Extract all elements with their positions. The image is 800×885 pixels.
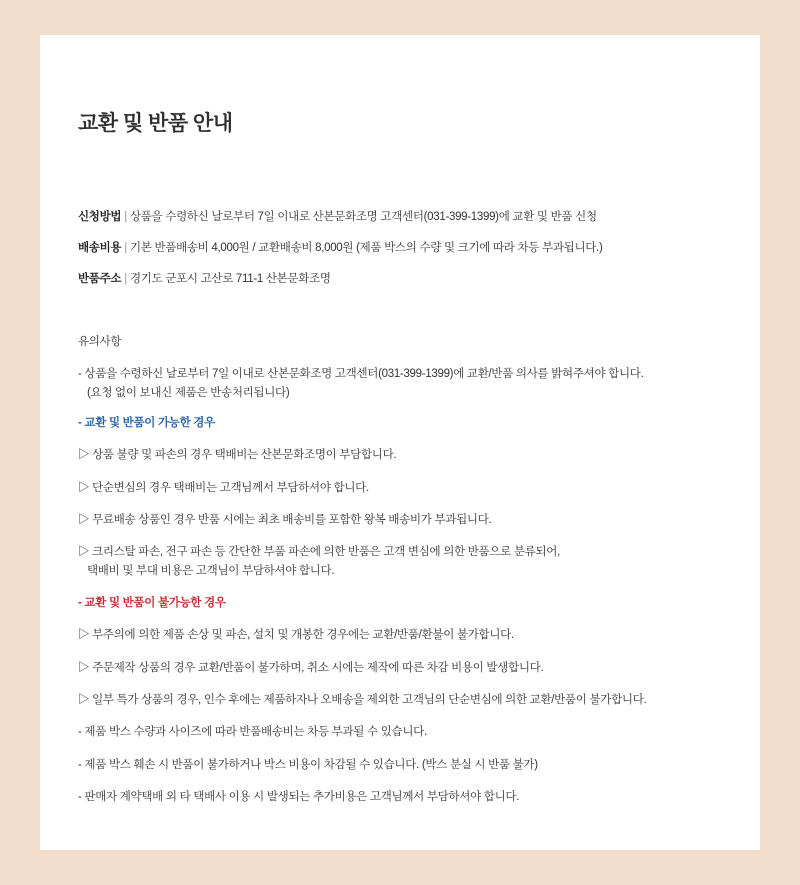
list-item (78, 756, 728, 774)
list-item-line-1: ▷ 부주의에 의한 제품 손상 및 파손, 설치 및 개봉한 경우에는 교환/반품/환불이 불가합니다. (78, 629, 514, 642)
list-item (78, 659, 728, 677)
summary-row (78, 240, 728, 258)
summary-block (78, 209, 728, 288)
list-item-line-2: 택배비 및 부대 비용은 고객님이 부담하셔야 합니다. (87, 564, 335, 577)
summary-separator: | (124, 272, 127, 285)
list-item-line-1: ▷ 일부 특가 상품의 경우, 인수 후에는 제품하자나 오배송을 제외한 고객님의 단순변심에 의한 교환/반품이 불가합니다. (78, 693, 647, 706)
summary-label: 신청방법 (78, 211, 122, 223)
summary-separator: | (124, 241, 127, 254)
intro-note-line-1: - 상품을 수령하신 날로부터 7일 이내로 산본문화조명 고객센터(031-399-1399)에 교환/반품 의사를 밝혀주셔야 합니다. (78, 368, 644, 381)
summary-text: 상품을 수령하신 날로부터 7일 이내로 산본문화조명 고객센터(031-399-1399)에 교환 및 반품 신청 (129, 211, 597, 223)
list-item (78, 723, 728, 741)
summary-row (78, 271, 728, 289)
notes-block (78, 333, 728, 806)
summary-label: 배송비용 (78, 241, 122, 254)
summary-row (78, 209, 728, 227)
list-item-line-1: ▷ 무료배송 상품인 경우 반품 시에는 최초 배송비를 포함한 왕복 배송비가 부과됩니다. (78, 514, 492, 526)
summary-label: 반품주소 (78, 272, 122, 285)
list-item-line-1: ▷ 주문제작 상품의 경우 교환/반품이 불가하며, 취소 시에는 제작에 따른 차감 비용이 발생합니다. (78, 661, 544, 674)
list-item (78, 479, 728, 497)
list-item-line-1: ▷ 단순변심의 경우 택배비는 고객님께서 부담하셔야 합니다. (78, 481, 369, 494)
list-item (78, 691, 728, 709)
list-item (78, 511, 728, 529)
list-item (78, 788, 728, 806)
section-heading-returnable: - 교환 및 반품이 가능한 경우 (78, 417, 215, 430)
page-title: 교환 및 반품 안내 (78, 112, 233, 135)
list-item (78, 626, 728, 644)
intro-note-line-2: (요청 없이 보내신 제품은 반송처리됩니다) (87, 386, 290, 399)
list-item (78, 446, 728, 464)
list-item-line-1: - 제품 박스 수량과 사이즈에 따라 반품배송비는 차등 부과될 수 있습니다. (78, 726, 427, 739)
document-content (78, 35, 728, 821)
notes-heading: 유의사항 (78, 336, 122, 349)
list-item-line-1: ▷ 크리스탈 파손, 전구 파손 등 간단한 부품 파손에 의한 반품은 고객 변심에 의한 반품으로 분류되어, (78, 546, 560, 559)
document-page (40, 35, 760, 850)
summary-separator: | (124, 211, 127, 223)
list-item (78, 543, 728, 580)
list-item-line-1: - 판매자 계약택배 외 타 택배사 이용 시 발생되는 추가비용은 고객님께서 부담하셔야 합니다. (78, 791, 520, 804)
summary-text: 기본 반품배송비 4,000원 / 교환배송비 8,000원 (제품 박스의 수량 및 크기에 따라 차등 부과됩니다.) (129, 241, 603, 254)
intro-note (78, 365, 728, 402)
summary-text: 경기도 군포시 고산로 711-1 산본문화조명 (129, 272, 331, 285)
section-heading-non-returnable: - 교환 및 반품이 불가능한 경우 (78, 597, 226, 610)
list-item-line-1: ▷ 상품 불량 및 파손의 경우 택배비는 산본문화조명이 부담합니다. (78, 449, 397, 462)
list-item-line-1: - 제품 박스 훼손 시 반품이 불가하거나 박스 비용이 차감될 수 있습니다. (박스 분실 시 반품 불가) (78, 758, 538, 771)
